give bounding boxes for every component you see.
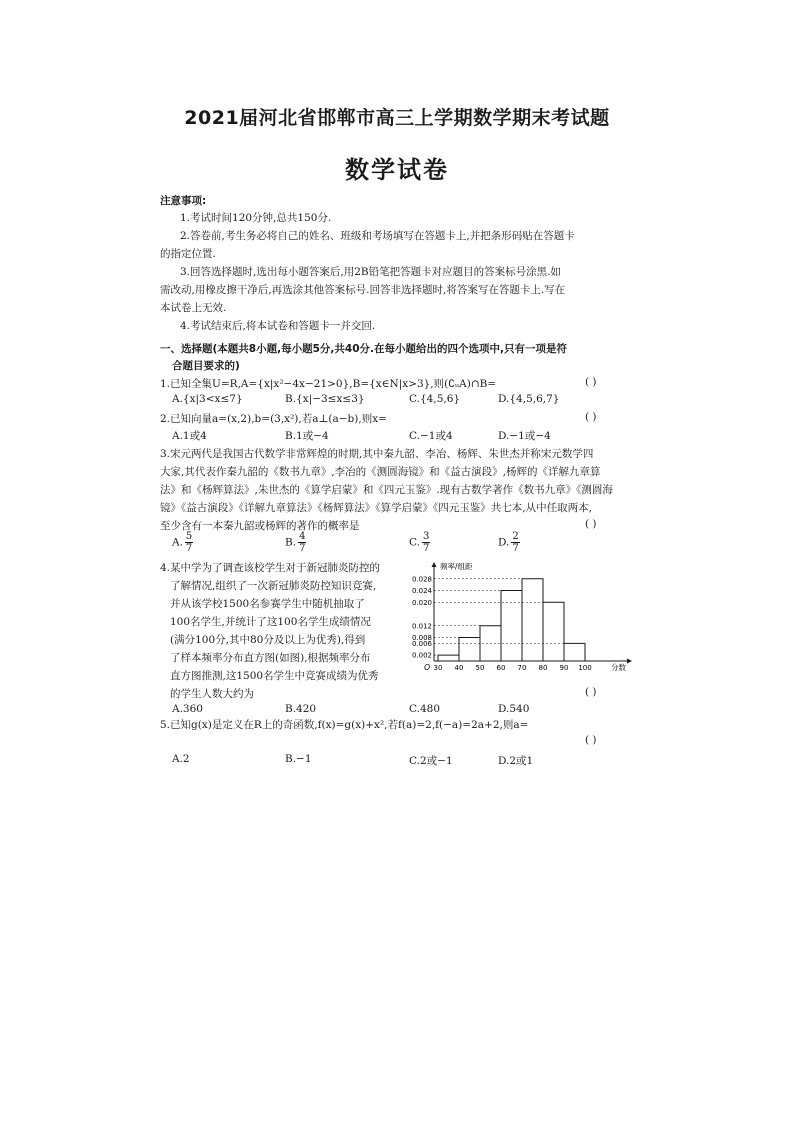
y-tick-label: 0.002 bbox=[412, 651, 432, 660]
q1-option-b: B.{x|−3≤x≤3} bbox=[285, 393, 365, 405]
x-tick-label: 40 bbox=[454, 664, 464, 672]
fraction bbox=[298, 531, 306, 554]
y-tick-label: 0.006 bbox=[412, 639, 432, 648]
y-tick-label: 0.012 bbox=[412, 622, 432, 631]
q3-option-a bbox=[172, 531, 193, 554]
denominator: 7 bbox=[512, 543, 519, 554]
q4-option-d: D.540 bbox=[498, 703, 530, 715]
histogram-bar bbox=[501, 591, 522, 662]
option-label: B. bbox=[285, 536, 297, 549]
x-tick-label: 60 bbox=[496, 664, 506, 672]
x-tick-label: 70 bbox=[517, 664, 527, 672]
denominator: 7 bbox=[423, 543, 430, 554]
option-label: A. bbox=[172, 536, 183, 549]
question-5-stem: 5.已知g(x)是定义在R上的奇函数,f(x)=g(x)+x²,若f(a)=2,f(−a)=2a+2,则a= bbox=[160, 719, 529, 731]
q3-option-c bbox=[409, 531, 430, 554]
answer-paren: ( ) bbox=[585, 734, 597, 746]
x-axis-arrow bbox=[627, 659, 632, 664]
numerator: 3 bbox=[423, 531, 430, 542]
numerator: 2 bbox=[512, 531, 519, 542]
q5-option-a: A.2 bbox=[172, 753, 190, 765]
x-tick-label: 50 bbox=[475, 664, 485, 672]
histogram-bar bbox=[459, 638, 480, 662]
x-tick-label: 30 bbox=[433, 664, 443, 672]
notice-item-2-cont: 的指定位置. bbox=[160, 248, 216, 260]
fraction bbox=[422, 531, 430, 554]
denominator: 7 bbox=[185, 543, 193, 554]
origin-label: O bbox=[424, 663, 430, 672]
y-tick-label: 0.028 bbox=[412, 575, 432, 584]
q1-option-c: C.{4,5,6} bbox=[409, 393, 461, 405]
x-tick-label: 80 bbox=[538, 664, 548, 672]
q2-option-c: C.−1或4 bbox=[409, 430, 453, 442]
y-tick-label: 0.020 bbox=[412, 598, 432, 607]
question-2-stem: 2.已知向量a=(x,2),b=(3,x²),若a⊥(a−b),则x= bbox=[160, 413, 387, 425]
histogram-bar bbox=[543, 602, 564, 661]
answer-paren: ( ) bbox=[585, 376, 597, 388]
numerator: 4 bbox=[299, 531, 306, 542]
question-3-stem-line: 镜》《益古演段》《详解九章算法》《杨辉算法》《算学启蒙》《四元玉鉴》共七本,从中任取两本, bbox=[160, 502, 592, 514]
option-label: C. bbox=[409, 536, 420, 549]
question-4-stem-line: 并从该学校1500名参赛学生中随机抽取了 bbox=[170, 598, 365, 610]
notice-item-1: 1.考试时间120分钟,总共150分. bbox=[180, 212, 332, 224]
exam-subtitle: 数学试卷 bbox=[345, 156, 449, 184]
q4-option-c: C.480 bbox=[409, 703, 441, 715]
question-3-stem-line: 大家,其代表作秦九韶的《数书九章》,李冶的《测圆海镜》和《益古演段》,杨辉的《详解九章算 bbox=[160, 466, 601, 478]
x-axis-label: 分数 bbox=[611, 663, 626, 672]
q5-option-d: D.2或1 bbox=[498, 755, 534, 767]
y-axis-label: 频率/组距 bbox=[440, 562, 473, 571]
notice-item-3-cont: 需改动,用橡皮擦干净后,再选涂其他答案标号.回答非选择题时,将答案写在答题卡上.写在 bbox=[160, 284, 566, 296]
question-4-stem-line: 100名学生,并统计了这100名学生成绩情况 bbox=[170, 616, 371, 628]
q1-option-d: D.{4,5,6,7} bbox=[498, 393, 560, 405]
question-4-stem-line: 了样本频率分布直方图(如图),根据频率分布 bbox=[170, 652, 371, 664]
q5-option-b: B.−1 bbox=[285, 753, 312, 765]
notice-item-2: 2.答卷前,考生务必将自己的姓名、班级和考场填写在答题卡上,并把条形码贴在答题卡 bbox=[180, 230, 575, 242]
histogram-bar bbox=[438, 655, 459, 661]
q5-option-c: C.2或−1 bbox=[409, 755, 453, 767]
x-tick-label: 90 bbox=[559, 664, 569, 672]
notice-item-4: 4.考试结束后,将本试卷和答题卡一并交回. bbox=[180, 320, 376, 332]
frequency-histogram bbox=[412, 560, 634, 676]
q2-option-d: D.−1或−4 bbox=[498, 430, 551, 442]
question-4-stem-line: 了解情况,组织了一次新冠肺炎防控知识竞赛, bbox=[170, 580, 377, 592]
q3-option-b bbox=[285, 531, 306, 554]
question-4-stem-line: 4.某中学为了调查该校学生对于新冠肺炎防控的 bbox=[160, 562, 381, 574]
exam-title: 2021届河北省邯郸市高三上学期数学期末考试题 bbox=[184, 107, 610, 129]
numerator: 5 bbox=[185, 531, 193, 542]
notice-item-3: 3.回答选择题时,选出每小题答案后,用2B铅笔把答题卡对应题目的答案标号涂黑.如 bbox=[180, 266, 561, 278]
section-heading: 一、选择题(本题共8小题,每小题5分,共40分.在每小题给出的四个选项中,只有一项是符 bbox=[160, 343, 567, 355]
q2-option-a: A.1或4 bbox=[172, 430, 207, 442]
histogram-bar bbox=[522, 579, 543, 661]
answer-paren: ( ) bbox=[585, 411, 597, 423]
q4-option-a: A.360 bbox=[172, 703, 203, 715]
question-4-stem-line: (满分100分,其中80分及以上为优秀),得到 bbox=[170, 634, 366, 646]
question-1-stem: 1.已知全集U=R,A={x|x²−4x−21>0},B={x∈N|x>3},则(∁ᵤA)∩B= bbox=[160, 378, 497, 390]
q3-option-d bbox=[498, 531, 520, 554]
notice-item-3-end: 本试卷上无效. bbox=[160, 302, 227, 314]
section-heading-cont: 合题目要求的) bbox=[172, 360, 240, 372]
question-3-stem-line: 法》和《杨辉算法》,朱世杰的《算学启蒙》和《四元玉鉴》.现有古数学著作《数书九章》《测圆海 bbox=[160, 484, 613, 496]
y-axis-arrow bbox=[432, 562, 437, 567]
question-3-stem-line: 至少含有一本秦九韶或杨辉的著作的概率是 bbox=[160, 520, 360, 532]
option-label: D. bbox=[498, 536, 510, 549]
q2-option-b: B.1或−4 bbox=[285, 430, 329, 442]
x-tick-label: 100 bbox=[578, 664, 592, 672]
fraction bbox=[511, 531, 519, 554]
y-tick-label: 0.008 bbox=[412, 634, 432, 642]
question-3-stem-line: 3.宋元两代是我国古代数学非常辉煌的时期,其中秦九韶、李冶、杨辉、朱世杰并称宋元数学四 bbox=[160, 448, 594, 460]
y-tick-label: 0.024 bbox=[412, 587, 432, 595]
answer-paren: ( ) bbox=[585, 686, 597, 698]
q4-option-b: B.420 bbox=[285, 703, 317, 715]
notice-heading: 注意事项: bbox=[160, 195, 207, 207]
question-4-stem-line: 的学生人数大约为 bbox=[170, 688, 254, 700]
fraction bbox=[185, 531, 193, 554]
denominator: 7 bbox=[299, 543, 306, 554]
question-4-stem-line: 直方图推测,这1500名学生中竞赛成绩为优秀 bbox=[170, 670, 379, 682]
q1-option-a: A.{x|3<x≤7} bbox=[172, 393, 243, 405]
histogram-bar bbox=[564, 643, 585, 661]
answer-paren: ( ) bbox=[585, 518, 597, 530]
